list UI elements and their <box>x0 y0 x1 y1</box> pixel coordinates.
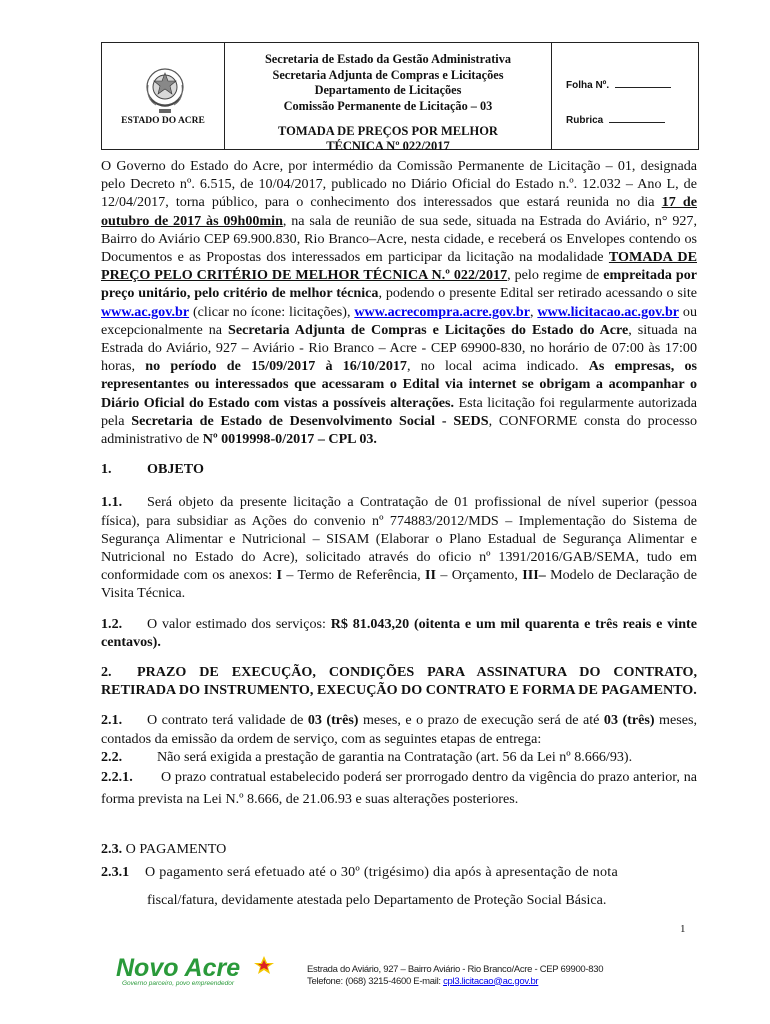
estimated-value: R$ 81.043,20 (oitenta e um mil quarenta e três reais e vinte centavos). <box>101 615 697 650</box>
clause-2-2: 2.2. Não será exigida a prestação de garantia na Contratação (art. 56 da Lei nº 8.666/93). <box>101 748 633 765</box>
clause-2-3-1: 2.3.1 O pagamento será efetuado até o 30º (trigésimo) dia após à apresentação de nota fiscal/fatura, devidamente atestada pelo Departamento de Proteção Social Básica. <box>101 864 618 909</box>
logo-text: Novo Acre <box>116 954 241 982</box>
clause-1-2: 1.2. O valor estimado dos serviços: R$ 81.043,20 (oitenta e um mil quarenta e três reais e vinte centavos). <box>101 615 697 650</box>
rubrica-label: Rubrica <box>566 115 604 126</box>
warning-text: As empresas, os representantes ou interessados que acessaram o Edital via internet se obrigam a acompanhar o Diário Oficial do Estado com vistas a possíveis alterações. <box>101 358 697 411</box>
footer-address <box>307 964 603 987</box>
address-line: Estrada do Aviário, 927 – Bairro Aviário - Rio Branco/Acre - CEP 69900-830 <box>307 964 604 975</box>
clause-2-2-1: 2.2.1. O prazo contratual estabelecido poderá ser prorrogado dentro da vigência do prazo anterior, na forma prevista na Lei N.º 8.666, de 21.06.93 e suas alterações posteriores. <box>101 769 697 808</box>
institution-line: Secretaria Adjunta de Compras e Licitações <box>272 67 504 82</box>
link-ac-gov[interactable]: www.ac.gov.br <box>101 303 190 320</box>
folha-field <box>566 80 671 91</box>
institution-block <box>225 52 551 114</box>
rubrica-line <box>609 122 665 123</box>
intro-paragraph: O Governo do Estado do Acre, por intermédio da Comissão Permanente de Licitação – 01, designada pelo Decreto nº. 6.515, de 10/04/2017, publicado no Diário Oficial do Estado n.º. 12.032 – Ano L, de 12/04/2017, torna público, para o conhecimento dos interessados que estará reunida no dia 17 de outubro de 2017 às 09h00min, na sala de reunião de sua sede, situada na Estrada do Aviário, n° 927, Bairro do Aviário CEP 69.900.830, Rio Branco–Acre, nesta cidade, e receberá os Envelopes contendo os Documentos e as Propostas dos interessados em participar da licitação na modalidade TOMADA DE PREÇO PELO CRITÉRIO DE MELHOR TÉCNICA N.º 022/2017, pelo regime de empreitada por preço unitário, pelo critério de melhor técnica, podendo o presente Edital ser retirado acessando o site www.ac.gov.br (clicar no ícone: licitações), www.acrecompra.acre.gov.br, www.licitacao.ac.gov.br ou excepcionalmente na Secretaria Adjunta de Compras e Licitações do Estado do Acre, situada na Estrada do Aviário, 927 – Aviário - Rio Branco – Acre - CEP 69900-830, no horário de 07:00 às 17:00 horas, no período de 15/09/2017 à 16/10/2017, no local acima indicado. As empresas, os representantes ou interessados que acessaram o Edital via internet se obrigam a acompanhar o Diário Oficial do Estado com vistas a possíveis alterações. Esta licitação foi regularmente autorizada pela Secretaria de Estado de Desenvolvimento Social - SEDS, CONFORME consta do processo administrativo de Nº 0019998-0/2017 – CPL 03. <box>101 158 698 448</box>
clause-2-1: 2.1. O contrato terá validade de 03 (três) meses, e o prazo de execução será de até 03 (três) meses, contados da emissão da ordem de serviço, com as seguintes etapas de entrega: <box>101 712 697 747</box>
crest-cell <box>102 43 225 149</box>
institution-line: Secretaria de Estado da Gestão Administrativa <box>264 52 512 66</box>
document-body <box>101 157 697 914</box>
rubrica-field <box>566 115 665 126</box>
contact-line: Telefone: (068) 3215-4600 E-mail: cpl3.licitacao@ac.gov.br <box>307 975 539 987</box>
section-2-3-heading: 2.3. O PAGAMENTO <box>101 841 227 858</box>
session-date: 17 de outubro de 2017 às 09h00min <box>101 194 697 229</box>
folha-label: Folha Nº. <box>566 80 610 91</box>
star-icon <box>254 956 274 974</box>
modality: TOMADA DE PREÇO PELO CRITÉRIO DE MELHOR TÉCNICA N.º 022/2017 <box>101 249 697 284</box>
link-acrecompra[interactable]: www.acrecompra.acre.gov.br <box>354 303 530 320</box>
email-link[interactable]: cpl3.licitacao@ac.gov.br <box>443 975 539 987</box>
document-header <box>101 42 699 153</box>
novo-acre-logo <box>114 952 284 988</box>
title-line: TÉCNICA Nº 022/2017 <box>326 138 450 153</box>
document-title <box>225 124 551 153</box>
signature-cell <box>552 43 698 149</box>
logo-tagline: Governo parceiro, povo empreendedor <box>122 980 235 987</box>
process-number: Nº 0019998-0/2017 – CPL 03. <box>202 431 377 448</box>
institution-line: Departamento de Licitações <box>314 83 462 97</box>
section-2-heading: 2. PRAZO DE EXECUÇÃO, CONDIÇÕES PARA ASSINATURA DO CONTRATO, RETIRADA DO INSTRUMENTO, EXECUÇÃO DO CONTRATO E FORMA DE PAGAMENTO. <box>101 664 697 699</box>
folha-line <box>615 87 671 88</box>
institution-line: Comissão Permanente de Licitação – 03 <box>283 98 493 113</box>
section-1-heading: 1. OBJETO <box>101 461 204 478</box>
state-label: ESTADO DO ACRE <box>121 116 205 126</box>
link-licitacao[interactable]: www.licitacao.ac.gov.br <box>537 303 680 320</box>
header-title-cell <box>225 43 552 153</box>
page-number: 1 <box>680 923 686 935</box>
title-line: TOMADA DE PREÇOS POR MELHOR <box>278 124 498 138</box>
clause-1-1: 1.1. Será objeto da presente licitação a Contratação de 01 profissional de nível superior (pessoa física), para subsidiar as Ações do convenio nº 774883/2012/MDS – Implementação do Sistema de Segurança Alimentar e Nutricional – SISAM (Elaborar o Plano Estadual de Segurança Alimentar e Nutricional no Estado do Acre), solicitado através do oficio nº 1391/2016/GAB/SEMA, tudo em conformidade com os anexos: I – Termo de Referência, II – Orçamento, III– Modelo de Declaração de Visita Técnica. <box>101 494 697 602</box>
state-coat-of-arms-icon <box>144 65 186 117</box>
